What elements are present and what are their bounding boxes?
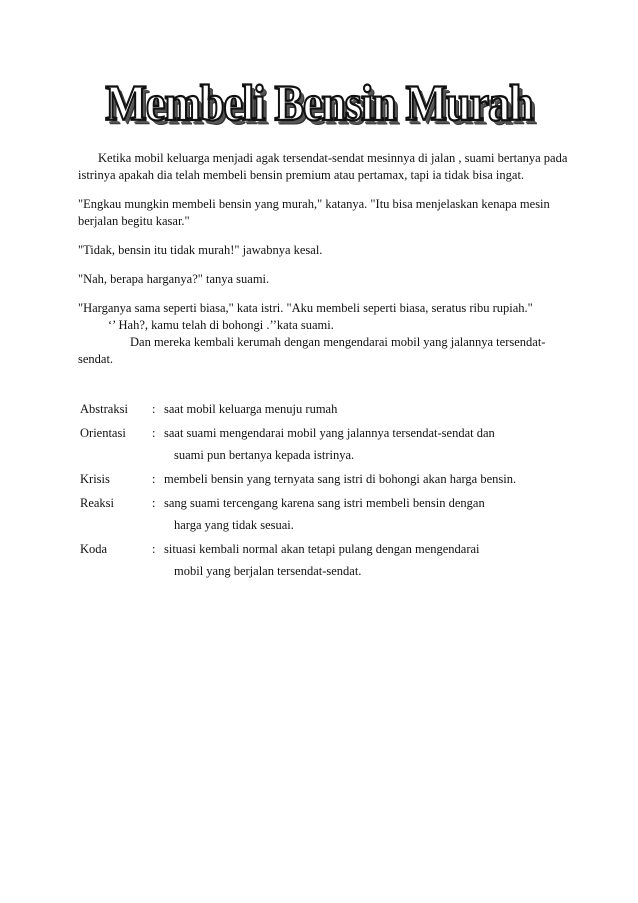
story-paragraph-6	[78, 334, 568, 368]
analysis-text: saat suami mengendarai mobil yang jalannya tersendat-sendat dan	[164, 426, 495, 440]
title-area	[0, 75, 638, 132]
story-paragraph-6-text: Dan mereka kembali kerumah dengan mengendarai mobil yang jalannya tersendat-sendat.	[78, 335, 546, 366]
story-paragraph-4: "Nah, berapa harganya?" tanya suami.	[78, 272, 270, 286]
page-title: Membeli Bensin Murah	[105, 75, 533, 132]
analysis-desc	[164, 422, 560, 466]
analysis-label: Koda	[80, 542, 108, 556]
analysis-row-reaksi	[80, 492, 560, 536]
analysis-row-abstraksi	[80, 398, 560, 420]
analysis-desc	[164, 398, 560, 420]
story-paragraph-2: "Engkau mungkin membeli bensin yang murah," katanya. "Itu bisa menjelaskan kenapa mesin berjalan begitu kasar."	[78, 197, 550, 228]
analysis-text: membeli bensin yang ternyata sang istri di bohongi akan harga bensin.	[164, 472, 517, 486]
analysis-text: saat mobil keluarga menuju rumah	[164, 402, 338, 416]
story-paragraph-5-reply: ‘’ Hah?, kamu telah di bohongi .’’kata suami.	[108, 318, 334, 332]
analysis-text-continued: suami pun bertanya kepada istrinya.	[174, 448, 355, 462]
story-paragraph-3: "Tidak, bensin itu tidak murah!" jawabnya kesal.	[78, 243, 323, 257]
analysis-label: Reaksi	[80, 496, 115, 510]
story-paragraph-5-quote: "Harganya sama seperti biasa," kata istri. "Aku membeli seperti biasa, seratus ribu rupiah."	[78, 301, 533, 315]
analysis-row-krisis	[80, 468, 560, 490]
story-paragraph-1: Ketika mobil keluarga menjadi agak tersendat-sendat mesinnya di jalan , suami bertanya pada istrinya apakah dia telah membeli bensin premium atau pertamax, tapi ia tidak bisa ingat.	[78, 151, 568, 182]
analysis-text-continued: mobil yang berjalan tersendat-sendat.	[174, 564, 362, 578]
analysis-label: Orientasi	[80, 426, 126, 440]
analysis-colon: :	[152, 496, 156, 510]
analysis-colon: :	[152, 426, 156, 440]
analysis-text: sang suami tercengang karena sang istri membeli bensin dengan	[164, 496, 485, 510]
analysis-colon: :	[152, 402, 156, 416]
analysis-desc	[164, 538, 560, 582]
story-paragraph-5	[78, 300, 568, 334]
analysis-desc	[164, 468, 560, 490]
analysis-row-orientasi	[80, 422, 560, 466]
analysis-desc	[164, 492, 560, 536]
analysis-label: Krisis	[80, 472, 110, 486]
story-body	[78, 150, 568, 380]
analysis-colon: :	[152, 472, 156, 486]
analysis-colon: :	[152, 542, 156, 556]
analysis-label: Abstraksi	[80, 402, 128, 416]
analysis-row-koda	[80, 538, 560, 582]
analysis-text: situasi kembali normal akan tetapi pulang dengan mengendarai	[164, 542, 480, 556]
structure-analysis	[80, 398, 560, 584]
analysis-text-continued: harga yang tidak sesuai.	[174, 518, 294, 532]
